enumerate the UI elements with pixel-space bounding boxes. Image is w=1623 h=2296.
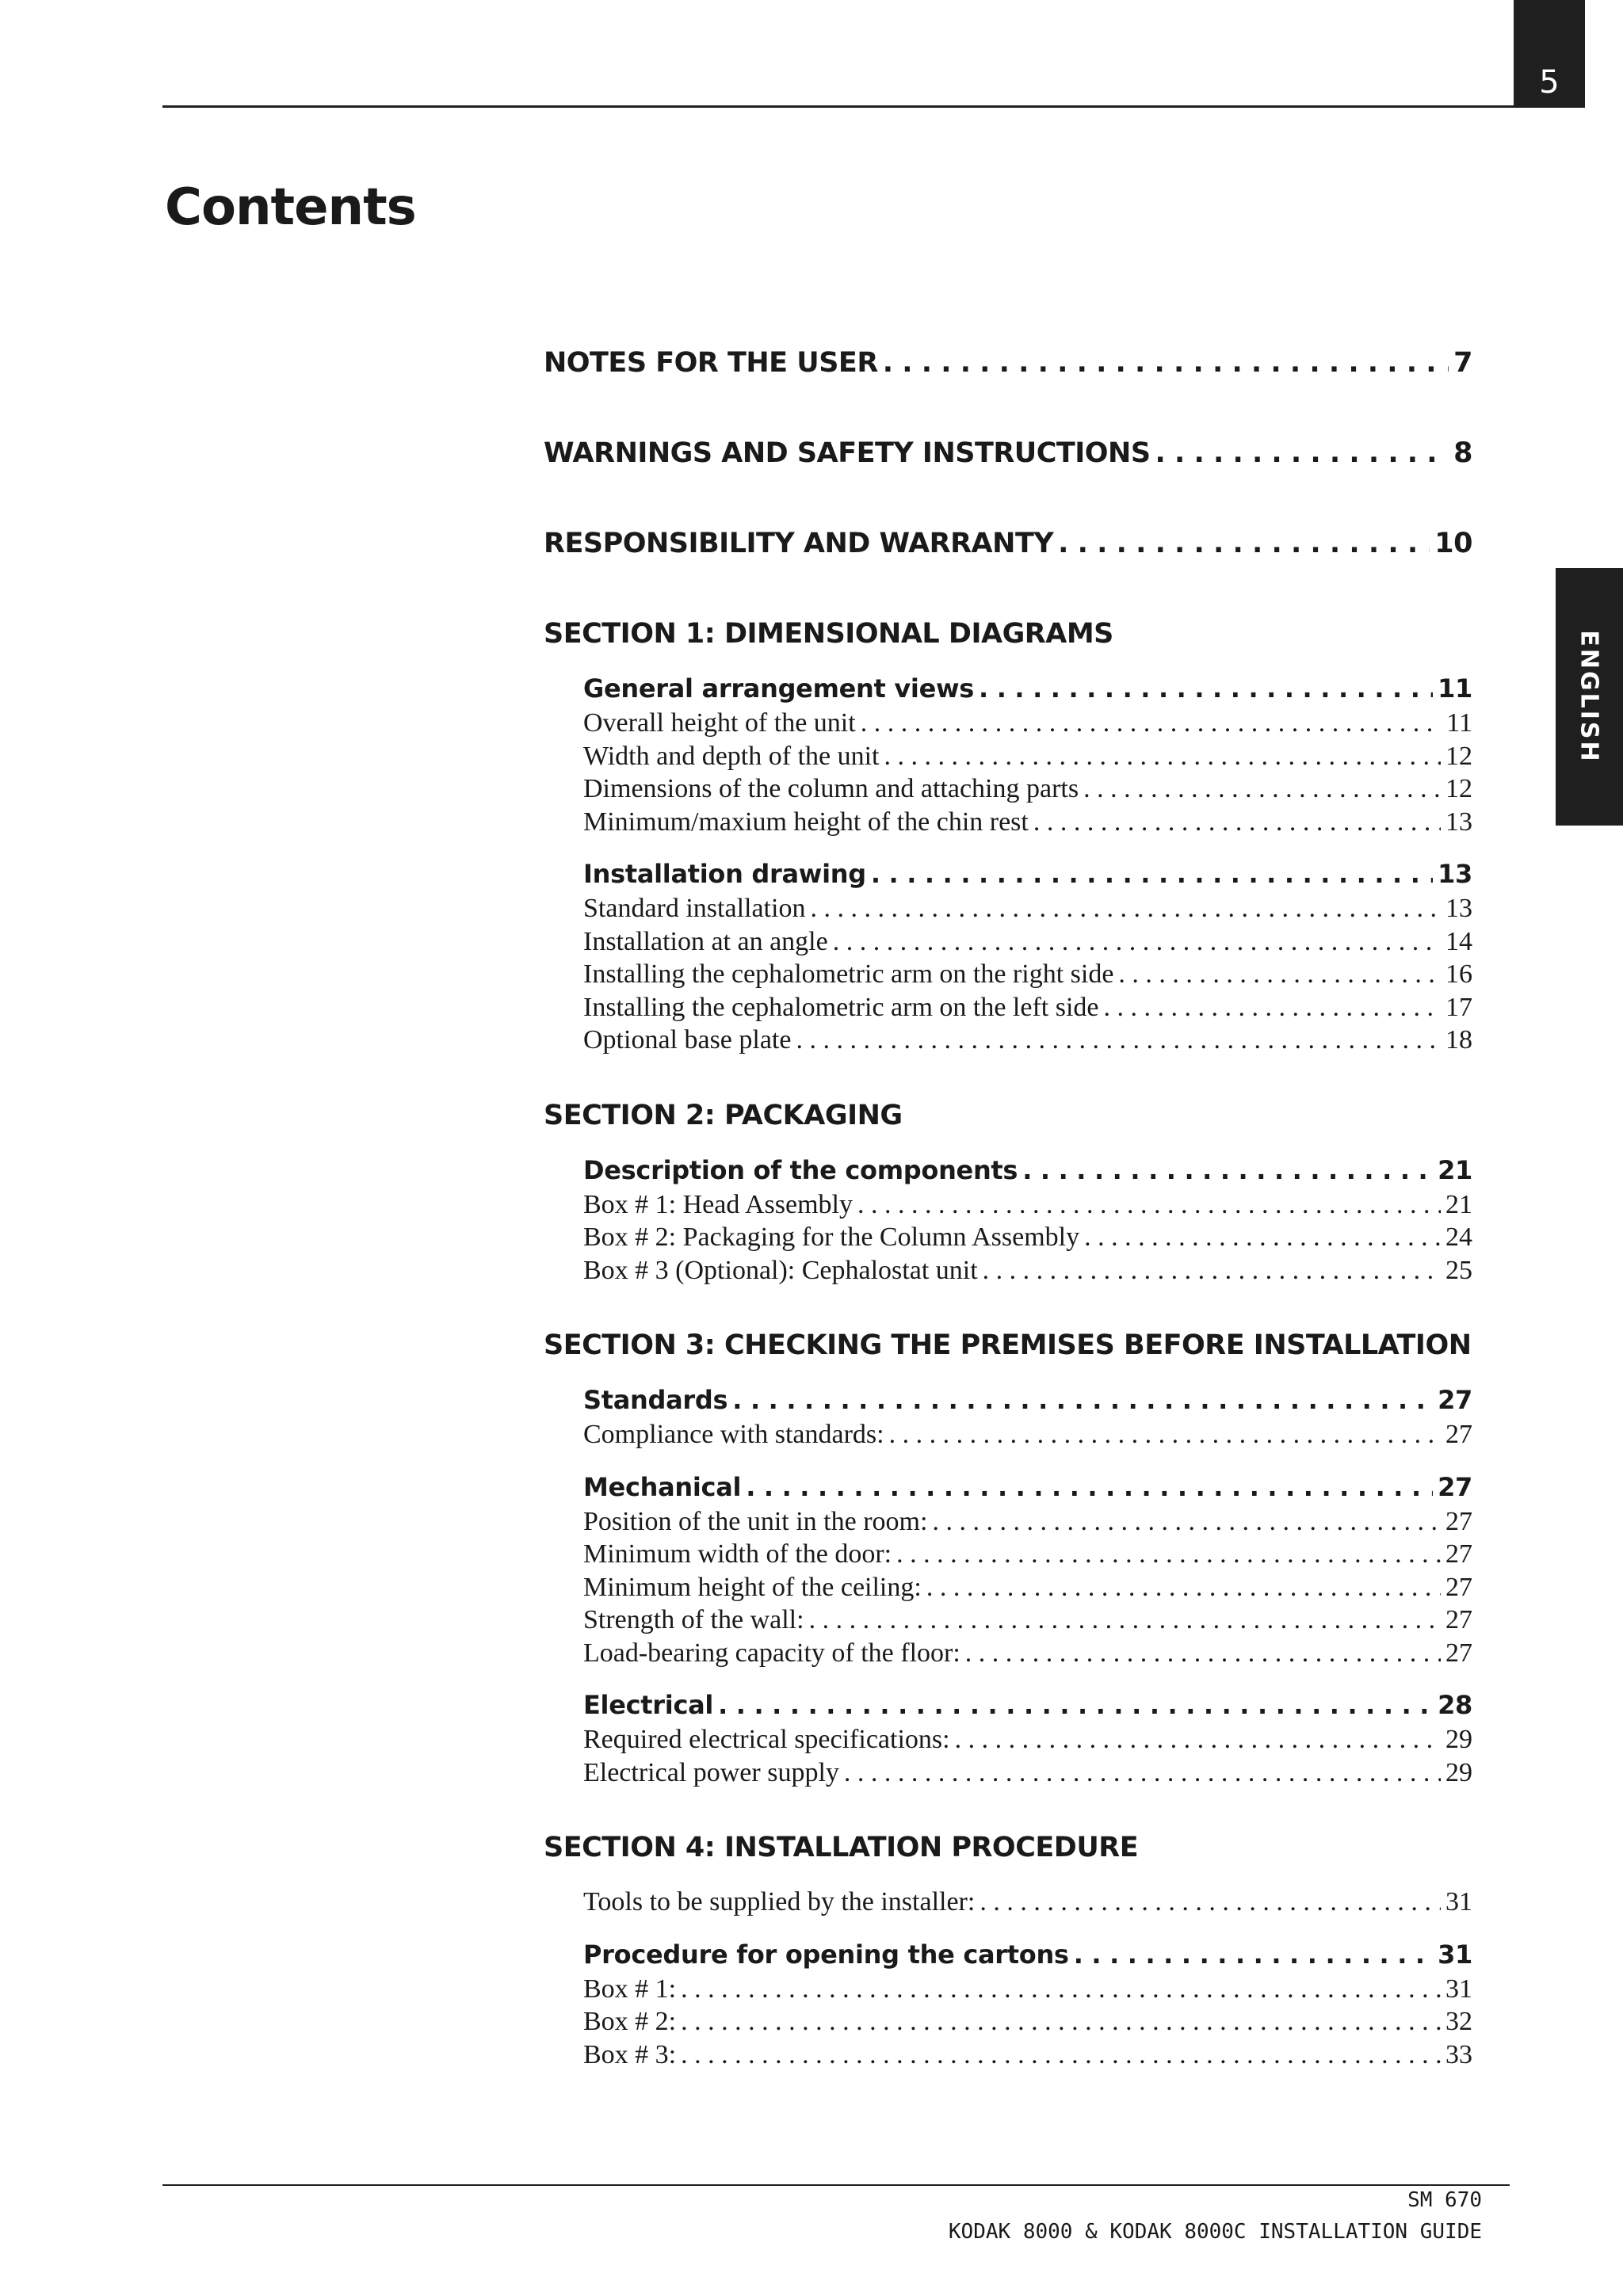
toc-section-3	[544, 1329, 1472, 1791]
toc-item-title: Optional base plate	[583, 1025, 792, 1055]
toc-item-title: Minimum height of the ceiling:	[583, 1572, 922, 1602]
toc-item-title: Installing the cephalometric arm on the left side	[583, 992, 1099, 1022]
toc-item-title: Installing the cephalometric arm on the right side	[583, 959, 1114, 989]
toc-group	[544, 1385, 1472, 1453]
toc-item-page: 27	[1445, 1605, 1472, 1634]
section-heading[interactable]: SECTION 4: INSTALLATION PROCEDURE	[544, 1832, 1139, 1863]
leader-dots	[1074, 1939, 1433, 1970]
toc-item-title: Box # 3 (Optional): Cephalostat unit	[583, 1255, 978, 1285]
toc-item-page: 24	[1445, 1222, 1472, 1252]
section-heading[interactable]: SECTION 3: CHECKING THE PREMISES BEFORE INSTALLATION	[544, 1329, 1472, 1361]
toc-item-page: 14	[1445, 926, 1472, 956]
toc-item[interactable]	[583, 927, 1472, 960]
leader-dots	[681, 2040, 1441, 2070]
leader-dots	[810, 894, 1441, 924]
toc-item[interactable]	[583, 1539, 1472, 1573]
toc-item-page: 13	[1445, 807, 1472, 837]
toc-item[interactable]	[583, 1758, 1472, 1791]
toc-item-title: Minimum width of the door:	[583, 1539, 892, 1569]
page-title: Contents	[165, 178, 416, 237]
toc-item[interactable]	[583, 742, 1472, 775]
toc-subentry[interactable]	[583, 1472, 1472, 1507]
toc-group	[544, 1155, 1472, 1289]
language-tab-label: ENGLISH	[1575, 630, 1603, 764]
toc-subentry[interactable]	[583, 1939, 1472, 1974]
toc-subentry-title: Electrical	[583, 1690, 714, 1720]
toc-item-page: 27	[1445, 1572, 1472, 1602]
toc-item-page: 27	[1445, 1506, 1472, 1536]
language-tab	[1556, 568, 1623, 826]
leader-dots	[979, 673, 1433, 704]
toc-subentry-title: Installation drawing	[583, 859, 866, 889]
toc-subentry-page: 27	[1438, 1471, 1472, 1502]
toc-item-page: 16	[1445, 959, 1472, 989]
toc-item-page: 27	[1445, 1638, 1472, 1668]
leader-dots	[965, 1638, 1441, 1669]
toc-item-page: 31	[1445, 1974, 1472, 2004]
toc-group	[544, 1472, 1472, 1672]
toc-subentry-title: Mechanical	[583, 1471, 742, 1502]
toc-item-title: Box # 1:	[583, 1974, 677, 2004]
leader-dots	[1022, 1155, 1433, 1185]
toc-item-title: Box # 2:	[583, 2007, 677, 2036]
toc-subentry-page: 31	[1438, 1939, 1472, 1970]
toc-item[interactable]	[583, 894, 1472, 927]
toc-subentry-page: 21	[1438, 1154, 1472, 1185]
toc-item-title: Electrical power supply	[583, 1757, 839, 1787]
leader-dots	[871, 859, 1433, 889]
toc-item-title: Position of the unit in the room:	[583, 1506, 928, 1536]
leader-dots	[681, 2007, 1441, 2037]
toc-item[interactable]	[583, 1256, 1472, 1289]
toc-item[interactable]	[583, 708, 1472, 742]
toc-item[interactable]	[583, 807, 1472, 841]
toc-item-title: Compliance with standards:	[583, 1420, 884, 1449]
toc-item[interactable]	[583, 1887, 1472, 1920]
leader-dots	[932, 1507, 1441, 1537]
toc-item[interactable]	[583, 959, 1472, 993]
leader-dots	[1104, 993, 1442, 1023]
toc-item-page: 21	[1445, 1189, 1472, 1219]
toc-item-title: Load-bearing capacity of the floor:	[583, 1638, 960, 1668]
leader-dots	[883, 347, 1449, 379]
toc-item[interactable]	[583, 1573, 1472, 1606]
toc-item[interactable]	[583, 2040, 1472, 2073]
leader-dots	[833, 927, 1441, 957]
toc-subentry-title: Procedure for opening the cartons	[583, 1939, 1069, 1970]
toc-section-1	[544, 618, 1472, 1058]
toc-item[interactable]	[583, 993, 1472, 1026]
footer-document-reference: SM 670	[1407, 2188, 1482, 2212]
toc-entry-warnings[interactable]	[544, 437, 1472, 475]
toc-item-title: Strength of the wall:	[583, 1605, 804, 1634]
leader-dots	[857, 1190, 1441, 1220]
leader-dots	[983, 1256, 1441, 1286]
leader-dots	[980, 1887, 1441, 1917]
toc-item-page: 31	[1445, 1887, 1472, 1917]
leader-dots	[1155, 437, 1449, 469]
toc-group	[544, 673, 1472, 840]
leader-dots	[896, 1539, 1441, 1569]
leader-dots	[1084, 1222, 1441, 1253]
toc-item-page: 11	[1446, 708, 1472, 738]
toc-item[interactable]	[583, 1638, 1472, 1672]
toc-group	[544, 1690, 1472, 1791]
leader-dots	[718, 1690, 1433, 1720]
toc-item-page: 17	[1445, 992, 1472, 1022]
toc-subentry-page: 27	[1438, 1385, 1472, 1415]
toc-item-page: 29	[1445, 1725, 1472, 1754]
leader-dots	[844, 1758, 1441, 1788]
toc-item-title: Box # 2: Packaging for the Column Assembly	[583, 1222, 1080, 1252]
leader-dots	[884, 742, 1441, 772]
toc-item[interactable]	[583, 1222, 1472, 1256]
toc-subentry[interactable]	[583, 859, 1472, 894]
leader-dots	[796, 1025, 1441, 1055]
toc-section-4	[544, 1832, 1472, 2073]
table-of-contents	[544, 347, 1472, 2114]
toc-section-2	[544, 1100, 1472, 1289]
toc-item-page: 12	[1445, 741, 1472, 771]
leader-dots	[1058, 528, 1430, 559]
toc-item[interactable]	[583, 1507, 1472, 1540]
toc-item-page: 27	[1445, 1420, 1472, 1449]
toc-subentry-page: 11	[1438, 673, 1472, 704]
leader-dots	[809, 1605, 1441, 1635]
toc-subentry-page: 13	[1438, 859, 1472, 889]
leader-dots	[1118, 959, 1441, 990]
toc-subentry-title: General arrangement views	[583, 673, 974, 704]
toc-entry-page: 7	[1453, 347, 1472, 379]
leader-dots	[926, 1573, 1441, 1603]
toc-item-page: 29	[1445, 1757, 1472, 1787]
leader-dots	[746, 1472, 1433, 1502]
toc-entry-title: NOTES FOR THE USER	[544, 347, 878, 379]
toc-item-title: Width and depth of the unit	[583, 741, 880, 771]
toc-group	[544, 1887, 1472, 2073]
toc-item-page: 18	[1445, 1025, 1472, 1055]
toc-subentry[interactable]	[583, 673, 1472, 708]
toc-item[interactable]	[583, 1025, 1472, 1058]
toc-entry-notes[interactable]	[544, 347, 1472, 385]
toc-item[interactable]	[583, 774, 1472, 807]
footer-guide-title: KODAK 8000 & KODAK 8000C INSTALLATION GUIDE	[948, 2220, 1482, 2244]
toc-item[interactable]	[583, 1420, 1472, 1453]
leader-dots	[1083, 774, 1441, 804]
toc-item[interactable]	[583, 2007, 1472, 2040]
toc-item-title: Dimensions of the column and attaching parts	[583, 774, 1079, 803]
toc-subentry[interactable]	[583, 1690, 1472, 1725]
leader-dots	[732, 1385, 1433, 1415]
leader-dots	[889, 1420, 1441, 1450]
toc-item-title: Overall height of the unit	[583, 708, 856, 738]
toc-item-title: Standard installation	[583, 894, 806, 923]
toc-entry-title: WARNINGS AND SAFETY INSTRUCTIONS	[544, 437, 1151, 469]
toc-item-title: Required electrical specifications:	[583, 1725, 950, 1754]
toc-item-title: Minimum/maxium height of the chin rest	[583, 807, 1029, 837]
section-heading[interactable]: SECTION 2: PACKAGING	[544, 1099, 903, 1131]
toc-item-page: 32	[1445, 2007, 1472, 2036]
toc-group	[544, 859, 1472, 1058]
toc-item[interactable]	[583, 1605, 1472, 1638]
section-heading[interactable]: SECTION 1: DIMENSIONAL DIAGRAMS	[544, 618, 1113, 650]
header-rule	[162, 105, 1585, 108]
toc-item-page: 25	[1445, 1255, 1472, 1285]
toc-item-page: 12	[1445, 774, 1472, 803]
toc-entry-page: 8	[1453, 437, 1472, 469]
toc-item-page: 33	[1445, 2039, 1472, 2069]
toc-subentry-title: Standards	[583, 1385, 728, 1415]
toc-subentry-page: 28	[1438, 1690, 1472, 1720]
page-number: 5	[1514, 0, 1585, 107]
leader-dots	[861, 708, 1442, 738]
toc-subentry-title: Description of the components	[583, 1154, 1018, 1185]
toc-item-title: Box # 1: Head Assembly	[583, 1189, 853, 1219]
toc-item[interactable]	[583, 1725, 1472, 1758]
toc-entry-title: RESPONSIBILITY AND WARRANTY	[544, 528, 1054, 559]
leader-dots	[1033, 807, 1441, 837]
footer-rule	[162, 2184, 1510, 2186]
toc-item-page: 27	[1445, 1539, 1472, 1569]
toc-item-title: Box # 3:	[583, 2039, 677, 2069]
toc-item-title: Installation at an angle	[583, 926, 828, 956]
toc-subentry[interactable]	[583, 1385, 1472, 1420]
toc-subentry[interactable]	[583, 1155, 1472, 1190]
toc-item[interactable]	[583, 1974, 1472, 2008]
leader-dots	[955, 1725, 1441, 1755]
toc-entry-page: 10	[1434, 528, 1472, 559]
leader-dots	[681, 1974, 1441, 2004]
toc-item-title: Tools to be supplied by the installer:	[583, 1887, 976, 1917]
toc-item[interactable]	[583, 1190, 1472, 1223]
toc-entry-responsibility[interactable]	[544, 528, 1472, 566]
toc-item-page: 13	[1445, 894, 1472, 923]
